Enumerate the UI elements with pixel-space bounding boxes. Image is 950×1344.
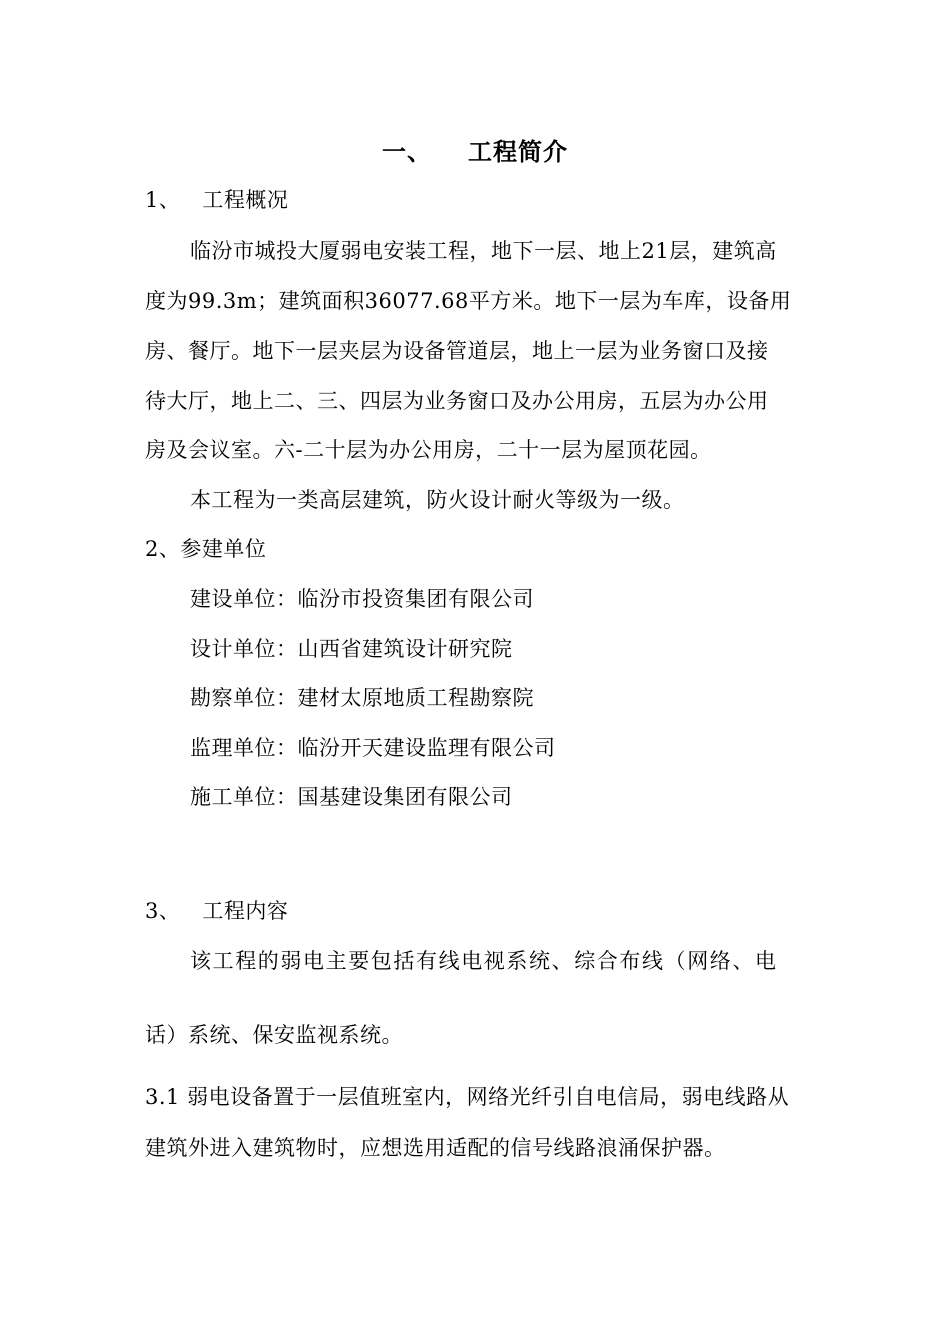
section1-paragraph-line: 度为99.3m；建筑面积36077.68平方米。地下一层为车库，设备用 bbox=[145, 289, 792, 313]
subsection-3-1-line: 建筑外进入建筑物时，应想选用适配的信号线路浪涌保护器。 bbox=[145, 1136, 726, 1160]
participating-unit: 监理单位：临汾开天建设监理有限公司 bbox=[190, 736, 556, 760]
section1-paragraph2: 本工程为一类高层建筑，防火设计耐火等级为一级。 bbox=[190, 488, 685, 512]
section3-title: 工程内容 bbox=[202, 899, 289, 923]
section1-paragraph-line: 房、餐厅。地下一层夹层为设备管道层，地上一层为业务窗口及接 bbox=[145, 339, 769, 363]
participating-unit: 设计单位：山西省建筑设计研究院 bbox=[190, 637, 513, 661]
section1-paragraph-line: 临汾市城投大厦弱电安装工程，地下一层、地上21层，建筑高 bbox=[190, 239, 777, 263]
section1-title: 工程概况 bbox=[202, 188, 289, 212]
participating-unit: 施工单位：国基建设集团有限公司 bbox=[190, 785, 513, 809]
section2-heading: 2、参建单位 bbox=[145, 537, 267, 561]
title-number: 一、 bbox=[382, 137, 432, 166]
section1-paragraph-line: 待大厅，地上二、三、四层为业务窗口及办公用房，五层为办公用 bbox=[145, 389, 769, 413]
document-title bbox=[0, 136, 950, 168]
section1-paragraph-line: 房及会议室。六-二十层为办公用房，二十一层为屋顶花园。 bbox=[145, 438, 712, 462]
section3-paragraph-line: 该工程的弱电主要包括有线电视系统、综合布线（网络、电 bbox=[190, 949, 778, 973]
section1-heading bbox=[145, 185, 288, 215]
section1-number: 1、 bbox=[145, 188, 181, 212]
title-text: 工程简介 bbox=[468, 137, 568, 166]
section3-number: 3、 bbox=[145, 899, 181, 923]
participating-unit: 勘察单位：建材太原地质工程勘察院 bbox=[190, 686, 534, 710]
participating-unit: 建设单位：临汾市投资集团有限公司 bbox=[190, 587, 534, 611]
subsection-3-1-line: 3.1 弱电设备置于一层值班室内，网络光纤引自电信局，弱电线路从 bbox=[145, 1085, 790, 1109]
section3-heading bbox=[145, 896, 288, 926]
section3-paragraph-line: 话）系统、保安监视系统。 bbox=[145, 1023, 403, 1047]
